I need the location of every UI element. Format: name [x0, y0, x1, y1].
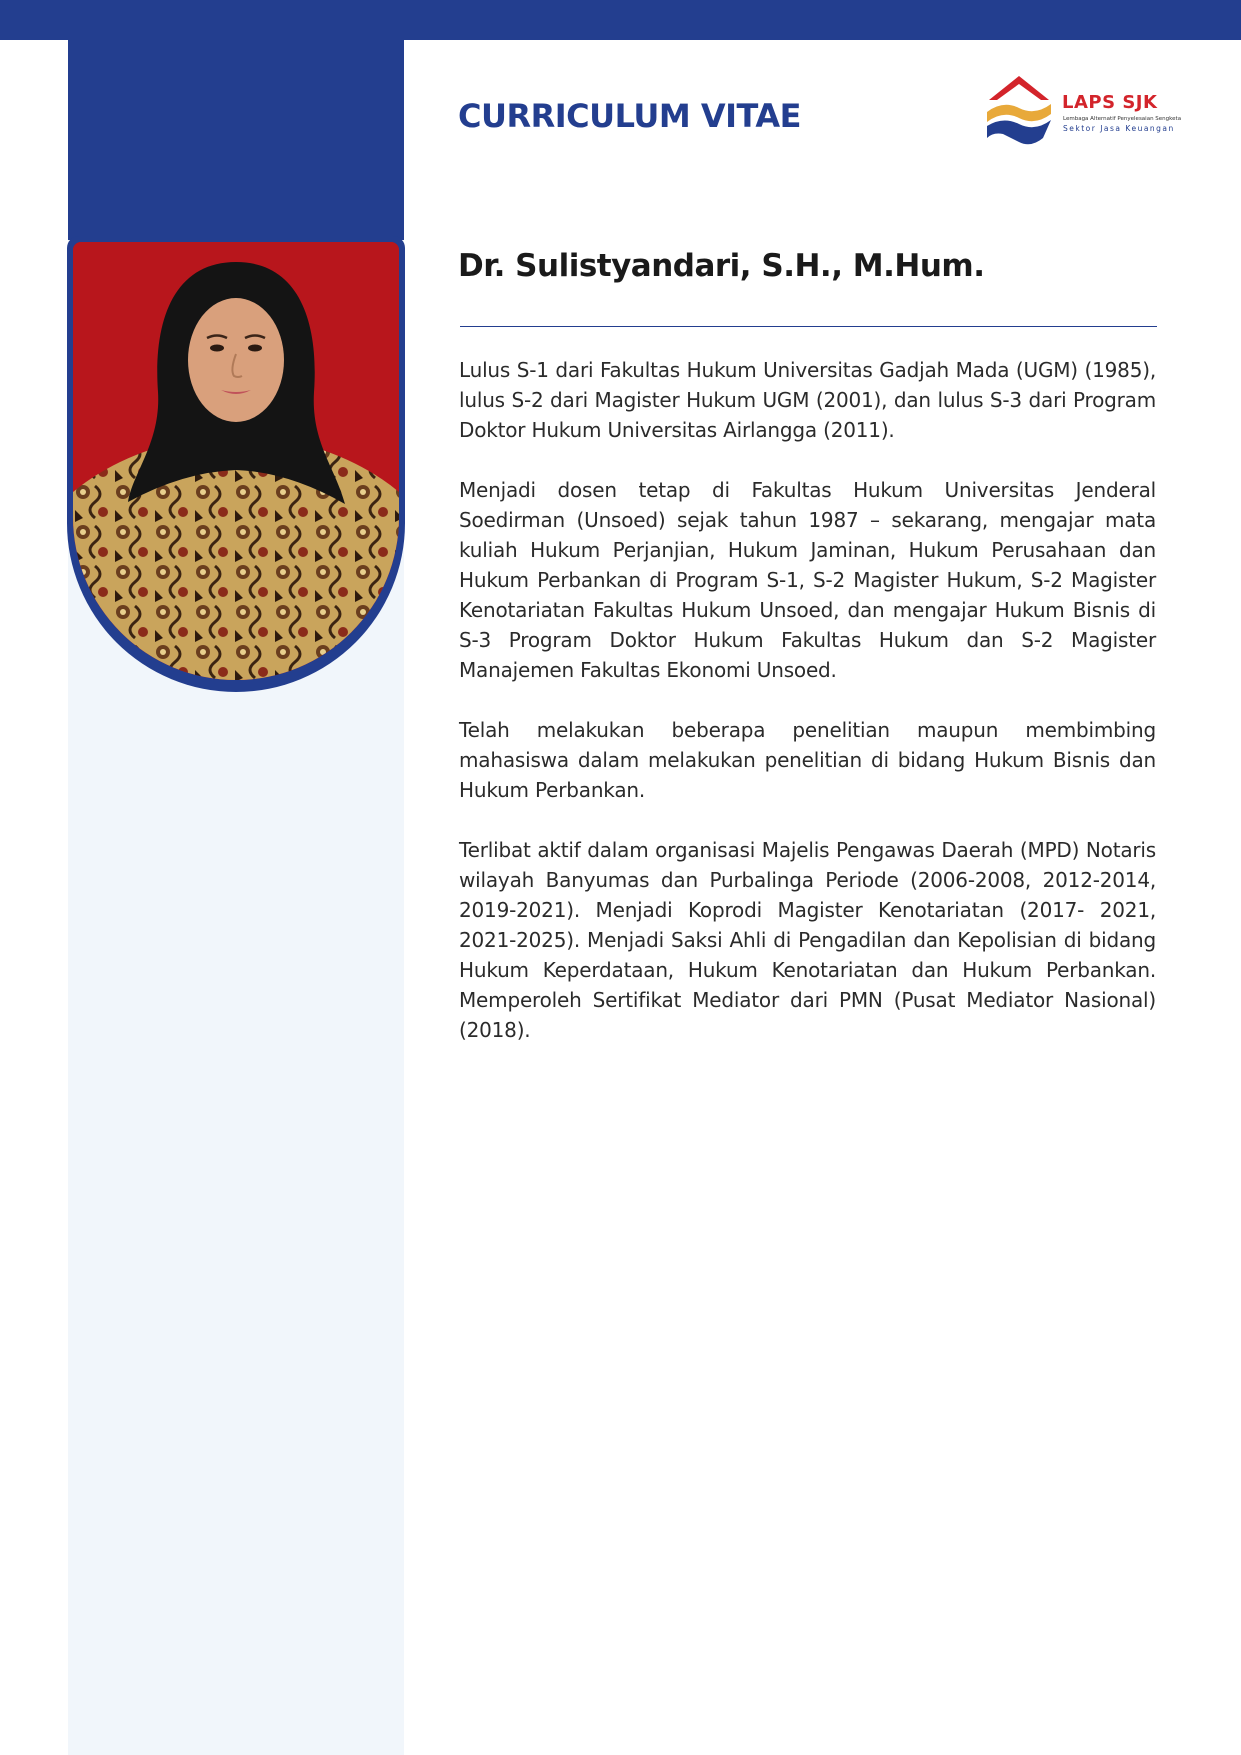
page-title: CURRICULUM VITAE — [458, 97, 801, 135]
sidebar-header-band — [68, 0, 404, 240]
bio-section — [459, 355, 1156, 1075]
left-margin — [0, 40, 68, 1755]
divider — [460, 326, 1157, 327]
logo-emblem-icon — [983, 70, 1055, 152]
bio-paragraph-teaching: Menjadi dosen tetap di Fakultas Hukum Universitas Jenderal Soedirman (Unsoed) sejak tahun 1987 – sekarang, mengajar mata kuliah Hukum Perjanjian, Hukum Jaminan, Hukum Perusahaan dan Hukum Perbankan di Program S-1, S-2 Magister Hukum, S-2 Magister Kenotariatan Fakultas Hukum Unsoed, dan mengajar Hukum Bisnis di S-3 Program Doktor Hukum Fakultas Hukum dan S-2 Magister Manajemen Fakultas Ekonomi Unsoed. — [459, 478, 1156, 682]
bio-paragraph-research: Telah melakukan beberapa penelitian maupun membimbing mahasiswa dalam melakukan penelitian di bidang Hukum Bisnis dan Hukum Perbankan. — [459, 718, 1156, 802]
portrait-illustration — [73, 242, 399, 680]
person-name: Dr. Sulistyandari, S.H., M.Hum. — [458, 248, 985, 284]
bio-paragraph-education: Lulus S-1 dari Fakultas Hukum Universitas Gadjah Mada (UGM) (1985), lulus S-2 dari Magister Hukum UGM (2001), dan lulus S-3 dari Program Doktor Hukum Universitas Airlangga (2011). — [459, 358, 1156, 442]
logo-tagline: Sektor Jasa Keuangan — [1063, 124, 1175, 133]
logo-name: LAPS SJK — [1062, 92, 1158, 113]
laps-sjk-logo — [983, 70, 1183, 152]
logo-subtitle: Lembaga Alternatif Penyelesaian Sengketa — [1063, 116, 1182, 122]
bio-paragraph-organization: Terlibat aktif dalam organisasi Majelis Pengawas Daerah (MPD) Notaris wilayah Banyumas dan Purbalinga Periode (2006-2008, 2012-2014, 2019-2021). Menjadi Koprodi Magister Kenotariatan (2017- 2021, 2021-2025). Menjadi Saksi Ahli di Pengadilan dan Kepolisian di bidang Hukum Keperdataan, Hukum Kenotariatan dan Hukum Perbankan. Memperoleh Sertifikat Mediator dari PMN (Pusat Mediator Nasional) (2018). — [459, 838, 1156, 1042]
portrait-photo — [73, 242, 399, 680]
